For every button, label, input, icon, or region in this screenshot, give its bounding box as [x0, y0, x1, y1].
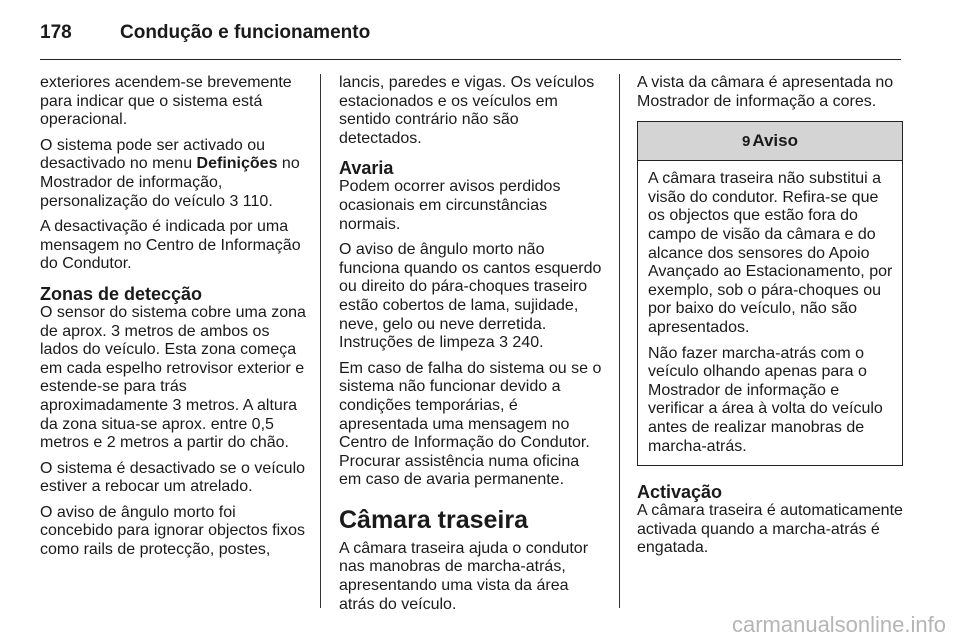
- warning-title-bar: [638, 122, 902, 161]
- paragraph: A câmara traseira ajuda o condutor nas manobras de marcha-atrás, apresentando uma vista da área atrás do veículo.: [339, 539, 589, 613]
- paragraph: O sistema pode ser activado ou desactivado no menu Definições no Mostrador de informação, personalização do veículo 3 110.: [40, 136, 300, 210]
- paragraph: exteriores acendem-se brevemente para indicar que o sistema está operacional.: [40, 74, 292, 129]
- warning-box: [637, 121, 903, 466]
- paragraph: Em caso de falha do sistema ou se o sistema não funcionar devido a condições temporárias, é apresentada uma mensagem no Centro de Informação do Condutor. Procurar assistência numa oficina em caso de avaria permanente.: [339, 359, 602, 489]
- paragraph: A câmara traseira é automaticamente activada quando a marcha-atrás é engatada.: [637, 502, 903, 557]
- page-header: [40, 22, 900, 58]
- paragraph: O sistema é desactivado se o veículo estiver a rebocar um atrelado.: [40, 459, 306, 496]
- header-rule: [40, 59, 901, 60]
- page-reference-icon: 3: [229, 192, 239, 210]
- column-1: [40, 74, 306, 567]
- warning-title: Aviso: [752, 131, 798, 151]
- paragraph: A câmara traseira não substitui a visão do condutor. Refira-se que os objectos que estão fora do campo de visão da câmara e do alcance dos sensores do Apoio Avançado ao Estacionamento, por exemplo, sob o pára-choques ou por baixo do veículo, não são apresentados.: [648, 170, 893, 336]
- paragraph: A desactivação é indicada por uma mensagem no Centro de Informação do Condutor.: [40, 218, 301, 273]
- page-reference: 110.: [238, 192, 273, 210]
- chapter-title: Condução e funcionamento: [120, 22, 371, 43]
- chapter-section-heading: Câmara traseira: [339, 505, 529, 534]
- section-heading: Activação: [637, 482, 723, 503]
- warning-icon: 9: [741, 133, 751, 151]
- section-heading: Avaria: [339, 158, 394, 179]
- section-heading: Zonas de detecção: [40, 283, 203, 304]
- column-2: [339, 74, 605, 621]
- paragraph: Não fazer marcha-atrás com o veículo olhando apenas para o Mostrador de informação e verificar a área à volta do veículo antes de realizar manobras de marcha-atrás.: [648, 344, 883, 455]
- paragraph: lancis, paredes e vigas. Os veículos estacionados e os veículos em sentido contrário não são detectados.: [339, 74, 595, 147]
- paragraph: Podem ocorrer avisos perdidos ocasionais em circunstâncias normais.: [339, 178, 561, 233]
- paragraph: O aviso de ângulo morto foi concebido para ignorar objectos fixos como rails de protecção, postes,: [40, 503, 306, 559]
- paragraph: O sensor do sistema cobre uma zona de aprox. 3 metros de ambos os lados do veículo. Esta zona começa em cada espelho retrovisor exterior e estende-se para trás aproximadamente 3 metros. A altura da zona situa-se aprox. entre 0,5 metros e 2 metros a partir do chão.: [40, 303, 306, 452]
- paragraph: A vista da câmara é apresentada no Mostrador de informação a cores.: [637, 74, 894, 110]
- watermark: carmanualsonline.info: [731, 612, 946, 637]
- paragraph: O aviso de ângulo morto não funciona quando os cantos esquerdo ou direito do pára-choques traseiro estão cobertos de lama, sujidade, neve, gelo ou neve derretida. Instruções de limpeza 3 240.: [339, 241, 602, 352]
- menu-name: Definições: [196, 155, 278, 173]
- page-reference: 240.: [507, 334, 544, 352]
- warning-body: [638, 161, 902, 465]
- column-divider-2: [619, 74, 620, 608]
- page-reference-icon: 3: [499, 334, 508, 352]
- page-number: 178: [40, 22, 72, 43]
- column-divider-1: [320, 74, 321, 608]
- column-3: [637, 74, 903, 565]
